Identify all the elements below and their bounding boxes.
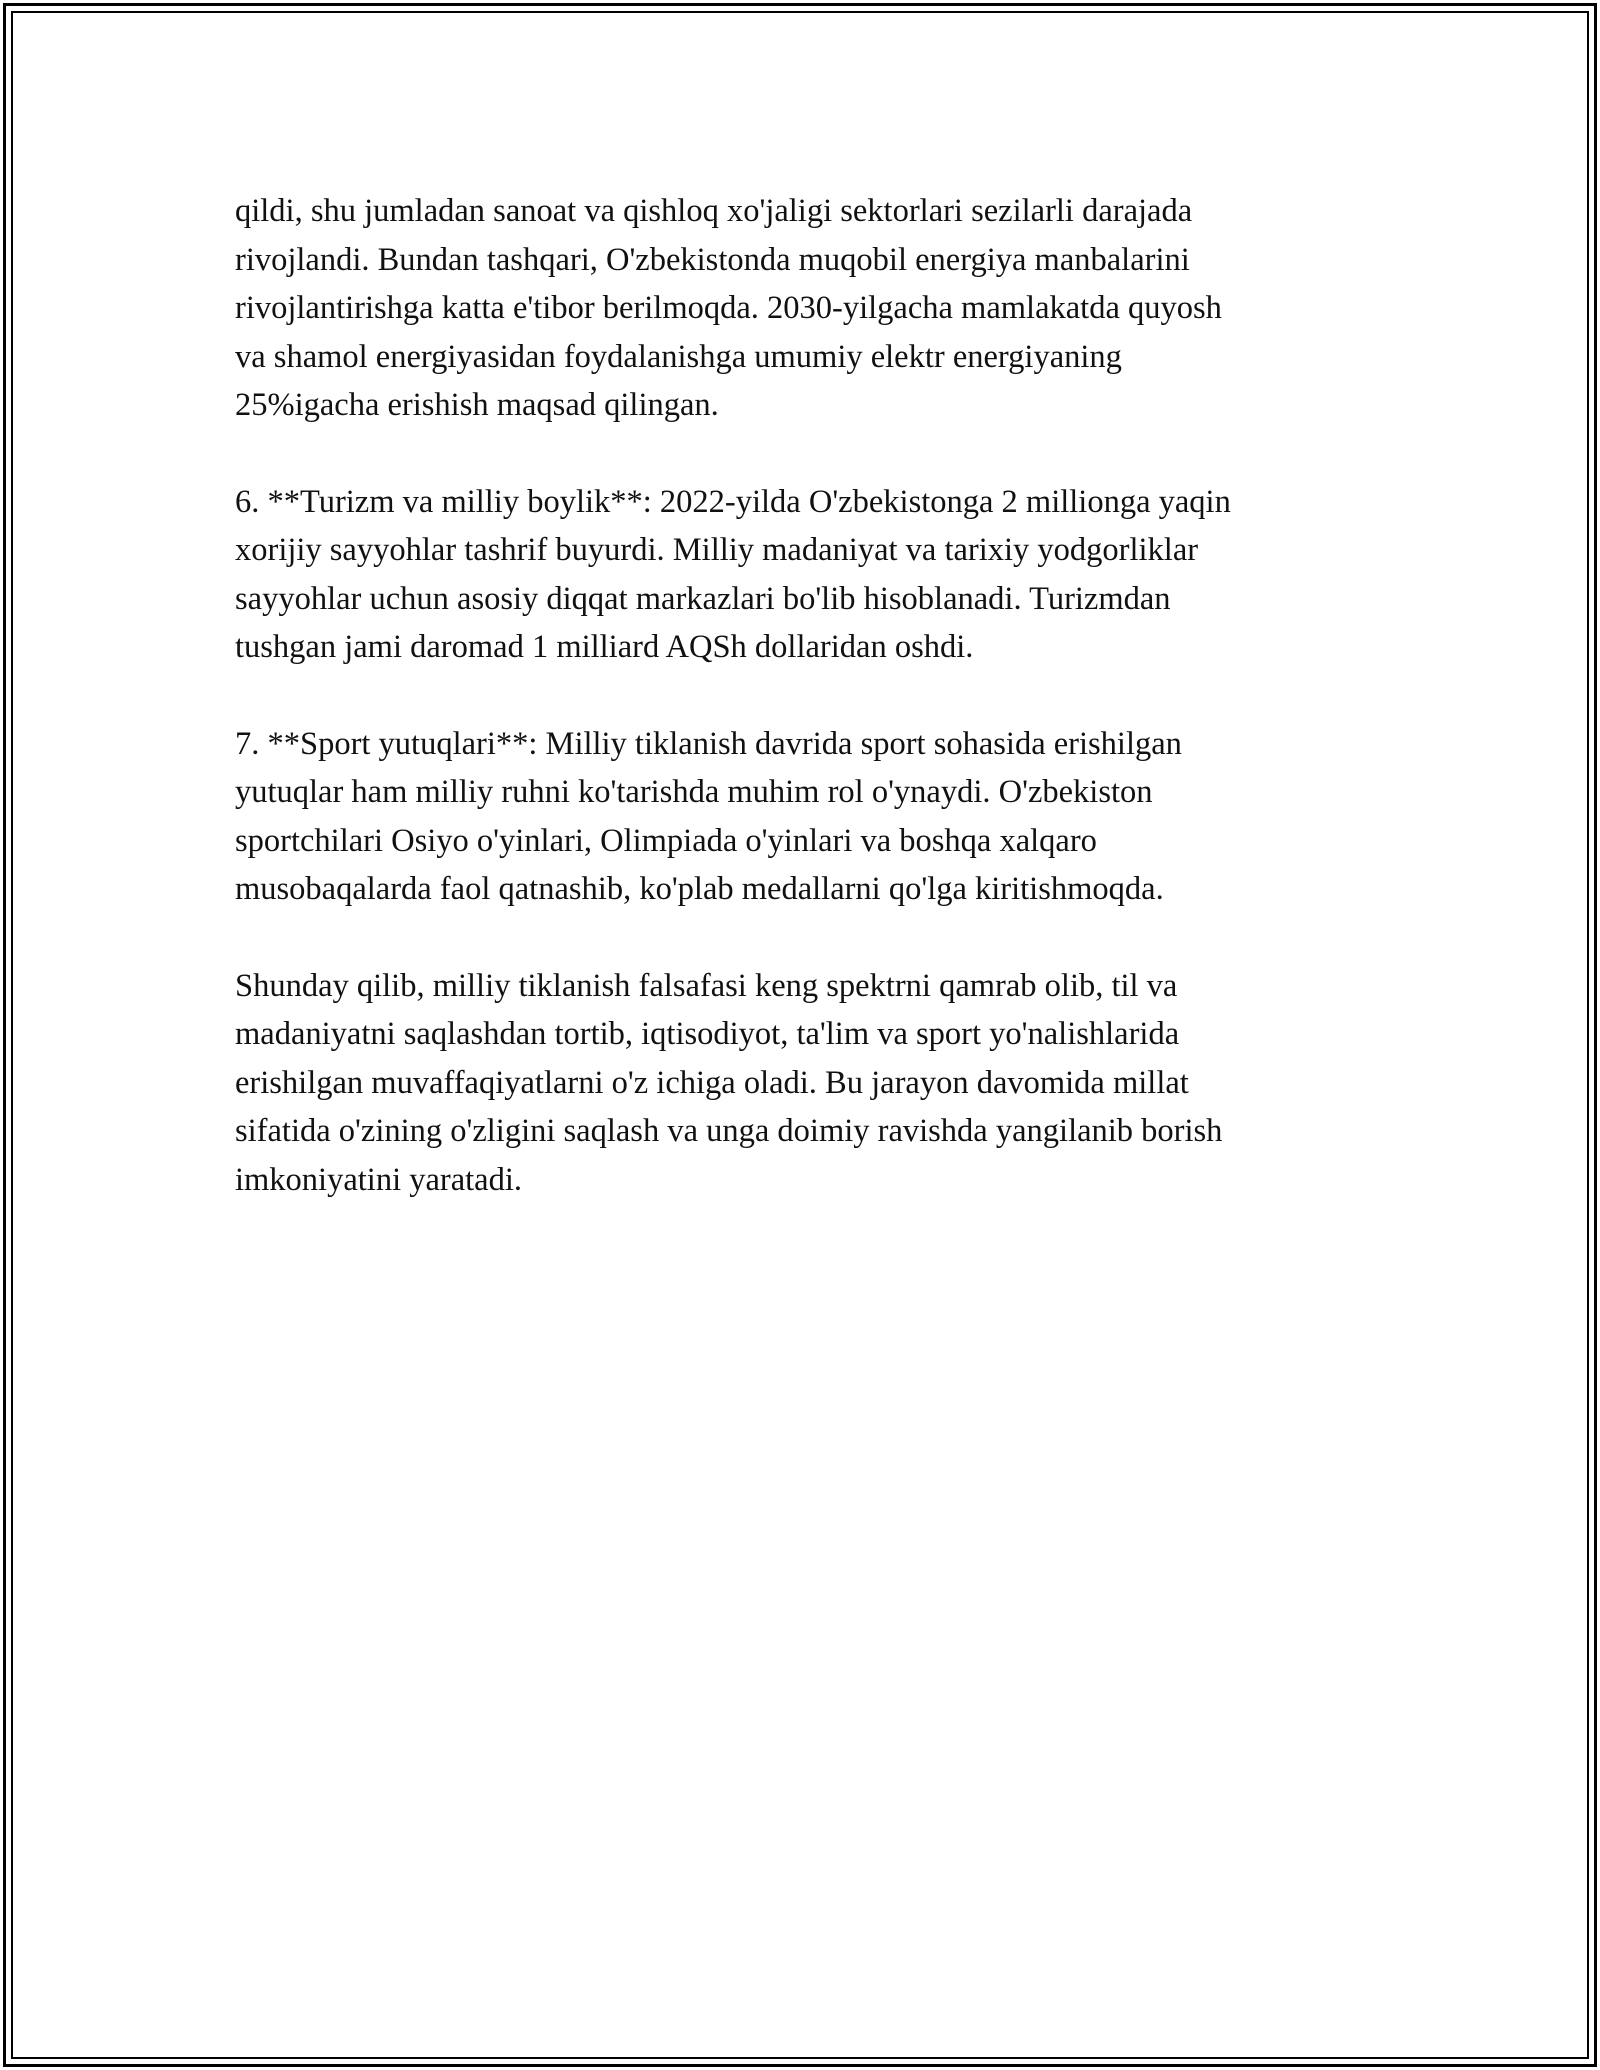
paragraph-conclusion: Shunday qilib, milliy tiklanish falsafasi keng spektrni qamrab olib, til va madaniyatni saqlashdan tortib, iqtisodiyot, ta'lim va sport yo'nalishlarida erishilgan muvaffaqiyatlarni o'z ichiga oladi. Bu jarayon davomida millat sifatida o'zining o'zligini saqlash va unga doimiy ravishda yangilanib borish imkoniyatini yaratadi.	[235, 967, 1223, 1198]
paragraph-tourism: 6. **Turizm va milliy boylik**: 2022-yilda O'zbekistonga 2 millionga yaqin xorijiy sayyohlar tashrif buyurdi. Milliy madaniyat va tarixiy yodgorliklar sayyohlar uchun asosiy diqqat markazlari bo'lib hisoblanadi. Turizmdan tushgan jami daromad 1 milliard AQSh dollaridan oshdi.	[235, 483, 1231, 665]
document-body	[235, 187, 1370, 1252]
paragraph-sport: 7. **Sport yutuqlari**: Milliy tiklanish davrida sport sohasida erishilgan yutuqlar ham milliy ruhni ko'tarishda muhim rol o'ynaydi. O'zbekiston sportchilari Osiyo o'yinlari, Olimpiada o'yinlari va boshqa xalqaro musobaqalarda faol qatnashib, ko'plab medallarni qo'lga kiritishmoqda.	[235, 725, 1182, 907]
paragraph-energy: qildi, shu jumladan sanoat va qishloq xo'jaligi sektorlari sezilarli darajada rivojlandi. Bundan tashqari, O'zbekistonda muqobil energiya manbalarini rivojlantirishga katta e'tibor berilmoqda. 2030-yilgacha mamlakatda quyosh va shamol energiyasidan foydalanishga umumiy elektr energiyaning 25%igacha erishish maqsad qilingan.	[235, 193, 1222, 423]
